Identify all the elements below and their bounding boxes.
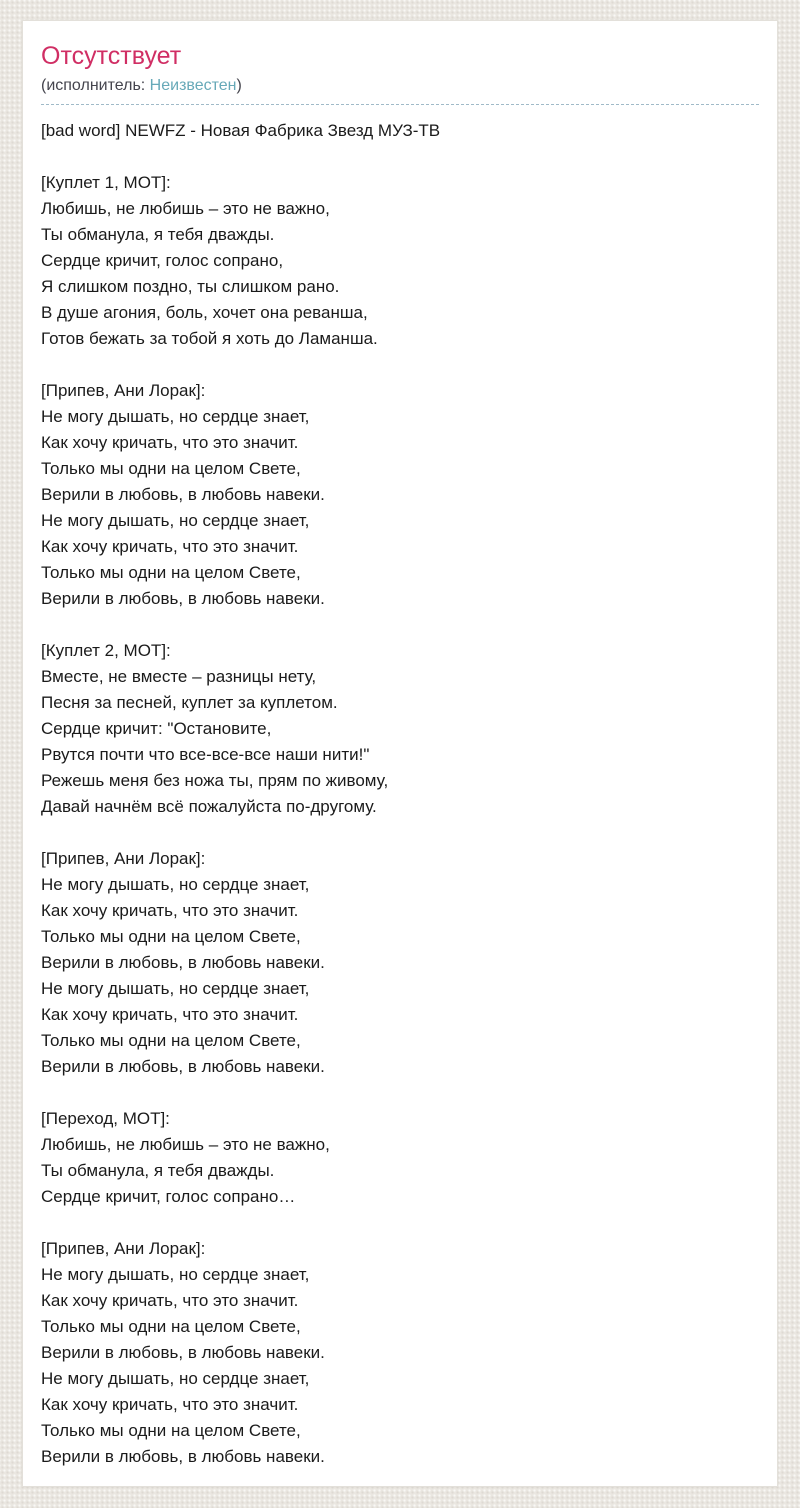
lyrics-block <box>41 638 759 820</box>
lyrics-line: Только мы одни на целом Свете, <box>41 926 301 946</box>
lyrics-line: В душе агония, боль, хочет она реванша, <box>41 302 368 322</box>
lyrics-line: Как хочу кричать, что это значит. <box>41 900 299 920</box>
lyrics-line: Верили в любовь, в любовь навеки. <box>41 1056 325 1076</box>
lyrics-line: Готов бежать за тобой я хоть до Ламанша. <box>41 328 378 348</box>
lyrics-line: Верили в любовь, в любовь навеки. <box>41 588 325 608</box>
lyrics-line: Только мы одни на целом Свете, <box>41 1316 301 1336</box>
lyrics-line: Любишь, не любишь – это не важно, <box>41 1134 330 1154</box>
lyrics-line: Не могу дышать, но сердце знает, <box>41 510 310 530</box>
lyrics-block <box>41 846 759 1080</box>
lyrics-line: Не могу дышать, но сердце знает, <box>41 1264 310 1284</box>
header <box>41 43 759 105</box>
lyrics-line: Как хочу кричать, что это значит. <box>41 432 299 452</box>
lyrics-block <box>41 1106 759 1210</box>
lyrics-line: Как хочу кричать, что это значит. <box>41 1290 299 1310</box>
artist-line-suffix: ) <box>236 76 242 94</box>
lyrics-line: Не могу дышать, но сердце знает, <box>41 1368 310 1388</box>
lyrics-line: [Куплет 1, МОТ]: <box>41 172 171 192</box>
lyrics-card <box>22 20 778 1487</box>
lyrics-line: Песня за песней, куплет за куплетом. <box>41 692 338 712</box>
lyrics-line: Только мы одни на целом Свете, <box>41 458 301 478</box>
lyrics-line: Верили в любовь, в любовь навеки. <box>41 1446 325 1466</box>
song-title: Отсутствует <box>41 42 182 70</box>
lyrics-block <box>41 170 759 352</box>
lyrics-line: Верили в любовь, в любовь навеки. <box>41 484 325 504</box>
lyrics-line: Сердце кричит: "Остановите, <box>41 718 272 738</box>
lyrics-line: Ты обманула, я тебя дважды. <box>41 224 275 244</box>
lyrics-line: Верили в любовь, в любовь навеки. <box>41 952 325 972</box>
lyrics-line: Сердце кричит, голос сопрано, <box>41 250 284 270</box>
lyrics-block <box>41 118 759 144</box>
lyrics-line: [Припев, Ани Лорак]: <box>41 1238 206 1258</box>
artist-line <box>41 76 759 95</box>
lyrics-line: Как хочу кричать, что это значит. <box>41 536 299 556</box>
lyrics-line: Рвутся почти что все-все-все наши нити!" <box>41 744 370 764</box>
lyrics-line: Любишь, не любишь – это не важно, <box>41 198 330 218</box>
lyrics-line: Только мы одни на целом Свете, <box>41 1030 301 1050</box>
lyrics-line: Вместе, не вместе – разницы нету, <box>41 666 317 686</box>
lyrics-line: Режешь меня без ножа ты, прям по живому, <box>41 770 389 790</box>
lyrics-line: Только мы одни на целом Свете, <box>41 1420 301 1440</box>
lyrics-line: Не могу дышать, но сердце знает, <box>41 978 310 998</box>
lyrics-line: [bad word] NEWFZ - Новая Фабрика Звезд МУЗ-ТВ <box>41 120 441 140</box>
lyrics-line: Не могу дышать, но сердце знает, <box>41 406 310 426</box>
lyrics-line: Не могу дышать, но сердце знает, <box>41 874 310 894</box>
lyrics-block <box>41 378 759 612</box>
artist-label: (исполнитель: <box>41 76 150 94</box>
lyrics-line: Я слишком поздно, ты слишком рано. <box>41 276 340 296</box>
lyrics-block <box>41 1236 759 1470</box>
lyrics-line: [Припев, Ани Лорак]: <box>41 380 206 400</box>
lyrics-line: [Припев, Ани Лорак]: <box>41 848 206 868</box>
lyrics-line: Только мы одни на целом Свете, <box>41 562 301 582</box>
lyrics-line: Как хочу кричать, что это значит. <box>41 1394 299 1414</box>
lyrics-line: [Куплет 2, МОТ]: <box>41 640 171 660</box>
lyrics-line: Сердце кричит, голос сопрано… <box>41 1186 296 1206</box>
artist-link[interactable]: Неизвестен <box>149 76 237 94</box>
lyrics-line: Ты обманула, я тебя дважды. <box>41 1160 275 1180</box>
lyrics-text <box>41 118 759 1470</box>
lyrics-line: Как хочу кричать, что это значит. <box>41 1004 299 1024</box>
lyrics-line: [Переход, МОТ]: <box>41 1108 170 1128</box>
lyrics-line: Давай начнём всё пожалуйста по-другому. <box>41 796 377 816</box>
lyrics-line: Верили в любовь, в любовь навеки. <box>41 1342 325 1362</box>
